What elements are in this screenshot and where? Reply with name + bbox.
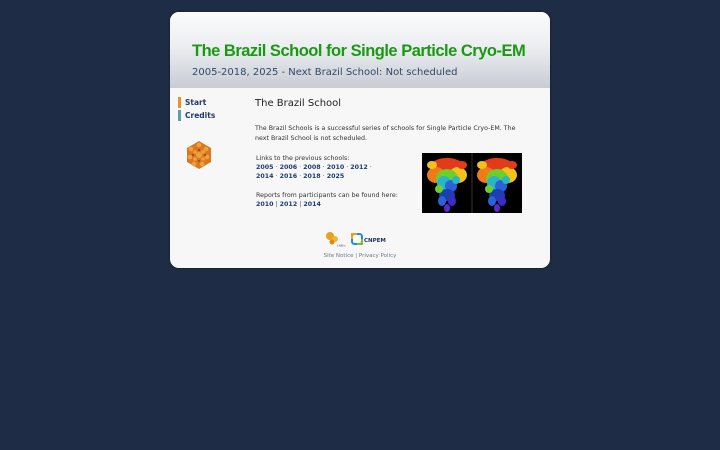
stereo-structure-image [422, 153, 522, 213]
lnbio-logo-icon [326, 232, 346, 248]
school-link-2025[interactable]: 2025 [326, 173, 345, 181]
page-heading: The Brazil School [255, 98, 342, 109]
school-link-2006[interactable]: 2006 [279, 164, 298, 172]
reports-intro: Reports from participants can be found here: [256, 192, 398, 199]
reports-block [256, 191, 398, 209]
school-link-2008[interactable]: 2008 [303, 164, 321, 172]
header [170, 12, 550, 88]
site-subtitle: 2005-2018, 2025 - Next Brazil School: Not scheduled [192, 67, 458, 78]
report-separator: | [299, 201, 304, 209]
svg-text:CNPEM: CNPEM [364, 238, 386, 244]
school-link-2010[interactable]: 2010 [326, 164, 345, 172]
svg-text:LNBio: LNBio [337, 243, 346, 248]
link-separator: · [346, 164, 351, 172]
footer-separator: | [355, 253, 359, 259]
previous-schools-row [256, 163, 416, 172]
nav-marker [178, 110, 181, 121]
site-notice-link[interactable]: Site Notice [323, 253, 354, 259]
intro-text: The Brazil Schools is a successful series of schools for Single Particle Cryo-EM. The next Brazil School is not scheduled. [255, 125, 516, 142]
school-link-2012[interactable]: 2012 [350, 164, 368, 172]
nav-item-start[interactable] [178, 97, 215, 109]
report-link-2010[interactable]: 2010 [256, 201, 274, 209]
cnpem-logo-icon [352, 234, 386, 244]
privacy-policy-link[interactable]: Privacy Policy [358, 253, 397, 259]
link-separator: · [299, 173, 304, 181]
previous-schools-block [256, 154, 416, 182]
nav-item-credits[interactable] [178, 110, 215, 122]
page-container [170, 12, 550, 268]
footer-logos [324, 230, 394, 248]
link-separator: · [299, 164, 304, 172]
link-separator: · [369, 164, 372, 172]
school-link-2016[interactable]: 2016 [279, 173, 298, 181]
previous-schools-intro: Links to the previous schools: [256, 155, 350, 162]
nav-item-label: Start [185, 98, 207, 107]
link-separator: · [322, 164, 327, 172]
report-separator: | [275, 201, 280, 209]
nav-item-label: Credits [185, 110, 216, 120]
reports-row [256, 200, 398, 209]
footer-links [170, 253, 550, 259]
school-link-2018[interactable]: 2018 [303, 173, 321, 181]
link-separator: · [275, 164, 280, 172]
previous-schools-row [256, 172, 416, 181]
school-link-2005[interactable]: 2005 [256, 164, 274, 172]
school-link-2014[interactable]: 2014 [256, 173, 274, 181]
site-title: The Brazil School for Single Particle Cryo-EM [192, 42, 526, 60]
protein-structure-render [422, 153, 522, 213]
report-link-2014[interactable]: 2014 [303, 201, 321, 209]
virus-logo-icon [184, 140, 214, 170]
link-separator: · [275, 173, 280, 181]
nav-marker [178, 97, 181, 108]
sidebar-nav [178, 97, 215, 122]
report-link-2012[interactable]: 2012 [279, 201, 298, 209]
link-separator: · [322, 173, 327, 181]
